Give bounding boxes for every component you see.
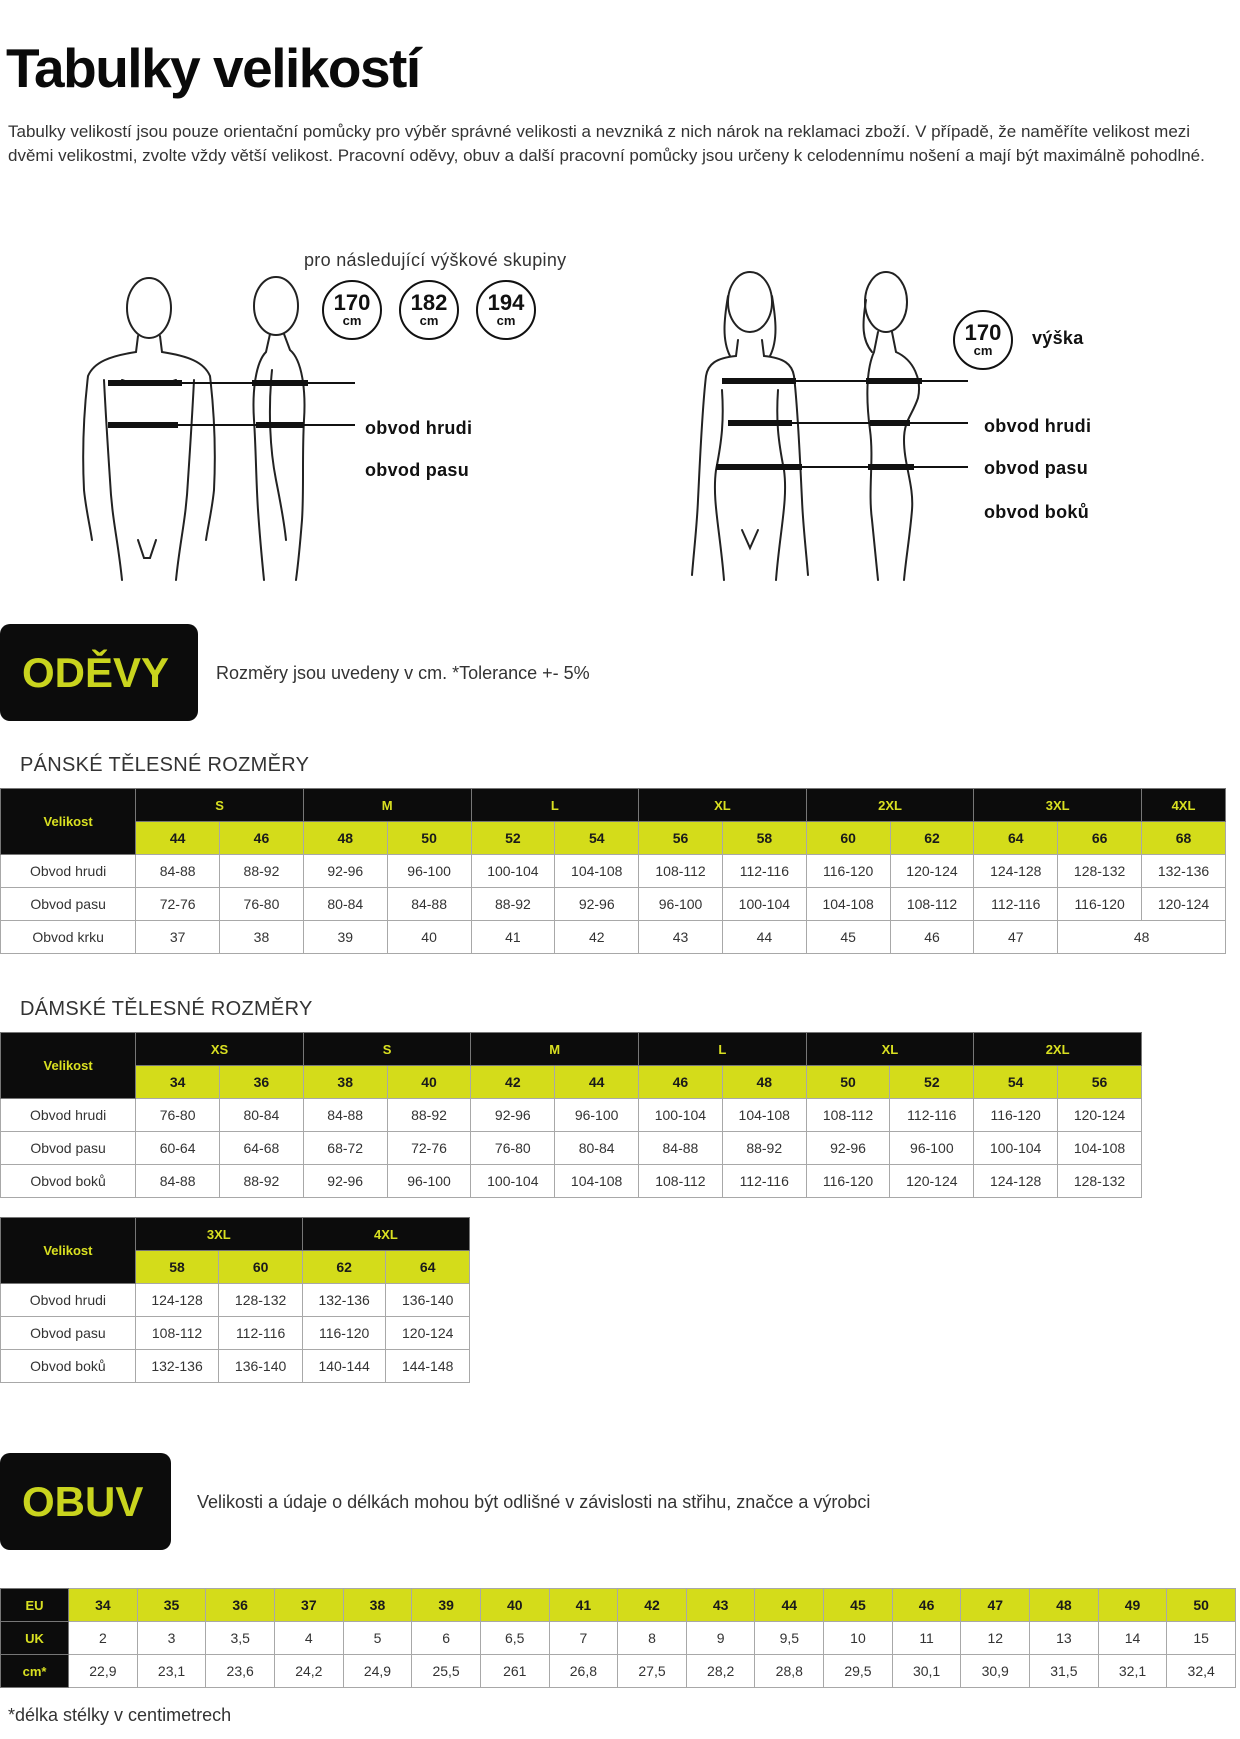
- size-number: 60: [219, 1251, 303, 1284]
- shoe-cell: 6: [412, 1622, 481, 1655]
- table-cell: 132-136: [1142, 855, 1226, 888]
- row-label: Obvod pasu: [1, 1132, 136, 1165]
- table-cell: 88-92: [722, 1132, 806, 1165]
- women-height-label: výška: [1032, 328, 1084, 348]
- size-number: 44: [555, 1066, 639, 1099]
- table-cell: 116-120: [974, 1099, 1058, 1132]
- table-row: [1, 1099, 1142, 1132]
- men-label-waist: obvod pasu: [365, 460, 470, 480]
- table-cell: 46: [890, 921, 974, 954]
- shoe-cell: 261: [480, 1655, 549, 1688]
- man-side-outline: [254, 277, 305, 580]
- table-cell: 120-124: [890, 855, 974, 888]
- shoe-cell: 24,9: [343, 1655, 412, 1688]
- table-cell: 45: [806, 921, 890, 954]
- table-cell: 100-104: [471, 1165, 555, 1198]
- shoes-note: Velikosti a údaje o délkách mohou být odlišné v závislosti na střihu, značce a výrobci: [197, 1492, 871, 1512]
- size-number: 46: [220, 822, 304, 855]
- shoe-cell: 49: [1098, 1589, 1167, 1622]
- shoe-cell: 48: [1030, 1589, 1099, 1622]
- table-row: [1, 1165, 1142, 1198]
- shoe-cell: 28,2: [686, 1655, 755, 1688]
- shoe-cell: 24,2: [275, 1655, 344, 1688]
- table-cell: 108-112: [806, 1099, 890, 1132]
- size-group-l: L: [471, 789, 639, 822]
- shoe-cell: 47: [961, 1589, 1030, 1622]
- size-group-4xl: 4XL: [302, 1218, 469, 1251]
- row-label: Obvod hrudi: [1, 855, 136, 888]
- table-cell: 108-112: [890, 888, 974, 921]
- shoe-cell: 5: [343, 1622, 412, 1655]
- shoe-row-label: cm*: [1, 1655, 69, 1688]
- table-cell: 132-136: [135, 1350, 219, 1383]
- table-cell: 42: [555, 921, 639, 954]
- table-cell: 64-68: [220, 1132, 304, 1165]
- table-cell: 96-100: [890, 1132, 974, 1165]
- table-cell: 128-132: [1058, 855, 1142, 888]
- shoe-cell: 30,9: [961, 1655, 1030, 1688]
- size-number: 44: [136, 822, 220, 855]
- size-label: Velikost: [1, 1033, 136, 1099]
- table-cell: 108-112: [639, 855, 723, 888]
- women-label-chest: obvod hrudi: [984, 416, 1092, 436]
- size-number: 54: [555, 822, 639, 855]
- size-number: 58: [722, 822, 806, 855]
- shoe-cell: 39: [412, 1589, 481, 1622]
- table-cell: 72-76: [136, 888, 220, 921]
- shoe-cell: 46: [892, 1589, 961, 1622]
- table-cell: 96-100: [555, 1099, 639, 1132]
- shoe-cell: 8: [618, 1622, 687, 1655]
- shoe-cell: 43: [686, 1589, 755, 1622]
- table-cell: 112-116: [722, 1165, 806, 1198]
- woman-front-waist-band: [728, 420, 792, 426]
- shoe-cell: 32,4: [1167, 1655, 1236, 1688]
- table-cell: 124-128: [974, 1165, 1058, 1198]
- size-number: 56: [639, 822, 723, 855]
- height-groups-label: pro následující výškové skupiny: [304, 250, 567, 270]
- women-label-hips: obvod boků: [984, 502, 1089, 522]
- size-group-s: S: [303, 1033, 471, 1066]
- table-cell: 84-88: [136, 1165, 220, 1198]
- size-number: 50: [387, 822, 471, 855]
- table-cell: 92-96: [471, 1099, 555, 1132]
- shoe-cell: 32,1: [1098, 1655, 1167, 1688]
- shoe-cell: 37: [275, 1589, 344, 1622]
- size-group-3xl: 3XL: [974, 789, 1142, 822]
- shoe-cell: 6,5: [480, 1622, 549, 1655]
- table-cell: 136-140: [219, 1350, 303, 1383]
- table-cell: 96-100: [387, 1165, 471, 1198]
- table-row: [1, 888, 1226, 921]
- shoes-badge: OBUV: [0, 1453, 171, 1550]
- women-size-table-extra: [0, 1217, 470, 1383]
- size-label: Velikost: [1, 789, 136, 855]
- row-label: Obvod hrudi: [1, 1284, 136, 1317]
- table-cell: 76-80: [220, 888, 304, 921]
- shoe-cell: 27,5: [618, 1655, 687, 1688]
- size-label: Velikost: [1, 1218, 136, 1284]
- table-cell: 120-124: [1058, 1099, 1142, 1132]
- table-cell: 84-88: [303, 1099, 387, 1132]
- table-cell: 104-108: [722, 1099, 806, 1132]
- row-label: Obvod pasu: [1, 1317, 136, 1350]
- shoe-cell: 42: [618, 1589, 687, 1622]
- size-number: 62: [302, 1251, 386, 1284]
- size-group-l: L: [639, 1033, 807, 1066]
- shoe-row-uk: [1, 1622, 1236, 1655]
- shoe-row-label: UK: [1, 1622, 69, 1655]
- table-cell: 124-128: [974, 855, 1058, 888]
- shoe-cell: 28,8: [755, 1655, 824, 1688]
- table-cell: 88-92: [220, 1165, 304, 1198]
- shoe-cell: 7: [549, 1622, 618, 1655]
- shoe-cell: 31,5: [1030, 1655, 1099, 1688]
- table-cell: 88-92: [387, 1099, 471, 1132]
- shoe-cell: 30,1: [892, 1655, 961, 1688]
- size-group-xl: XL: [806, 1033, 974, 1066]
- table-row: [1, 1350, 470, 1383]
- table-cell: 104-108: [806, 888, 890, 921]
- table-cell: 116-120: [1058, 888, 1142, 921]
- table-cell: 144-148: [386, 1350, 470, 1383]
- body-silhouettes: [0, 240, 1240, 590]
- table-row: [1, 855, 1226, 888]
- shoe-cell: 13: [1030, 1622, 1099, 1655]
- women-label-waist: obvod pasu: [984, 458, 1089, 478]
- size-number: 58: [135, 1251, 219, 1284]
- table-cell: 124-128: [135, 1284, 219, 1317]
- size-group-3xl: 3XL: [135, 1218, 302, 1251]
- table-cell: 92-96: [303, 855, 387, 888]
- table-cell: 128-132: [1058, 1165, 1142, 1198]
- table-cell: 48: [1058, 921, 1226, 954]
- women-size-table: [0, 1032, 1142, 1198]
- table-cell: 84-88: [639, 1132, 723, 1165]
- size-group-s: S: [136, 789, 304, 822]
- woman-front-chest-band: [722, 378, 796, 384]
- table-cell: 112-116: [890, 1099, 974, 1132]
- table-cell: 84-88: [136, 855, 220, 888]
- table-cell: 37: [136, 921, 220, 954]
- table-cell: 92-96: [806, 1132, 890, 1165]
- row-label: Obvod hrudi: [1, 1099, 136, 1132]
- size-number: 52: [471, 822, 555, 855]
- table-cell: 39: [303, 921, 387, 954]
- shoe-cell: 4: [275, 1622, 344, 1655]
- table-row: [1, 1132, 1142, 1165]
- size-number: 38: [303, 1066, 387, 1099]
- shoe-size-table: [0, 1588, 1236, 1688]
- size-group-xl: XL: [639, 789, 807, 822]
- table-cell: 80-84: [303, 888, 387, 921]
- table-cell: 100-104: [974, 1132, 1058, 1165]
- shoe-cell: 34: [69, 1589, 138, 1622]
- shoe-cell: 25,5: [412, 1655, 481, 1688]
- shoe-cell: 3,5: [206, 1622, 275, 1655]
- row-label: Obvod krku: [1, 921, 136, 954]
- size-number: 68: [1142, 822, 1226, 855]
- table-cell: 112-116: [974, 888, 1058, 921]
- clothing-badge: ODĚVY: [0, 624, 198, 721]
- table-cell: 132-136: [302, 1284, 386, 1317]
- size-group-m: M: [303, 789, 471, 822]
- table-cell: 40: [387, 921, 471, 954]
- shoe-cell: 40: [480, 1589, 549, 1622]
- size-number: 40: [387, 1066, 471, 1099]
- table-cell: 44: [722, 921, 806, 954]
- height-circle-170: 170 cm: [322, 280, 382, 340]
- woman-front-hips-band: [716, 464, 802, 470]
- shoe-row-eu: [1, 1589, 1236, 1622]
- table-cell: 96-100: [387, 855, 471, 888]
- table-cell: 128-132: [219, 1284, 303, 1317]
- page-title: Tabulky velikostí: [6, 37, 420, 99]
- table-cell: 120-124: [890, 1165, 974, 1198]
- size-group-xs: XS: [136, 1033, 304, 1066]
- size-number: 52: [890, 1066, 974, 1099]
- women-height-circle: 170 cm: [953, 310, 1013, 370]
- shoe-row-label: EU: [1, 1589, 69, 1622]
- shoe-row-cm: [1, 1655, 1236, 1688]
- size-number: 56: [1058, 1066, 1142, 1099]
- height-circle-194: 194 cm: [476, 280, 536, 340]
- table-cell: 140-144: [302, 1350, 386, 1383]
- table-cell: 68-72: [303, 1132, 387, 1165]
- table-cell: 100-104: [471, 855, 555, 888]
- size-number: 62: [890, 822, 974, 855]
- table-cell: 116-120: [806, 1165, 890, 1198]
- table-cell: 108-112: [639, 1165, 723, 1198]
- size-number: 46: [639, 1066, 723, 1099]
- table-cell: 92-96: [555, 888, 639, 921]
- row-label: Obvod boků: [1, 1165, 136, 1198]
- height-circle-182: 182 cm: [399, 280, 459, 340]
- size-group-m: M: [471, 1033, 639, 1066]
- shoe-cell: 2: [69, 1622, 138, 1655]
- men-size-table: [0, 788, 1226, 954]
- table-cell: 116-120: [806, 855, 890, 888]
- shoe-cell: 44: [755, 1589, 824, 1622]
- table-cell: 80-84: [555, 1132, 639, 1165]
- table-cell: 100-104: [639, 1099, 723, 1132]
- shoe-cell: 36: [206, 1589, 275, 1622]
- size-number: 64: [386, 1251, 470, 1284]
- table-row: [1, 921, 1226, 954]
- table-cell: 104-108: [555, 1165, 639, 1198]
- table-cell: 108-112: [135, 1317, 219, 1350]
- table-cell: 88-92: [471, 888, 555, 921]
- table-cell: 47: [974, 921, 1058, 954]
- table-cell: 116-120: [302, 1317, 386, 1350]
- shoe-cell: 14: [1098, 1622, 1167, 1655]
- row-label: Obvod pasu: [1, 888, 136, 921]
- table-cell: 104-108: [1058, 1132, 1142, 1165]
- table-cell: 120-124: [1142, 888, 1226, 921]
- size-number: 48: [303, 822, 387, 855]
- shoe-cell: 9,5: [755, 1622, 824, 1655]
- women-table-title: DÁMSKÉ TĚLESNÉ ROZMĚRY: [20, 998, 313, 1020]
- shoe-cell: 23,6: [206, 1655, 275, 1688]
- shoe-cell: 35: [137, 1589, 206, 1622]
- shoe-cell: 41: [549, 1589, 618, 1622]
- shoe-cell: 3: [137, 1622, 206, 1655]
- shoe-cell: 12: [961, 1622, 1030, 1655]
- men-table-title: PÁNSKÉ TĚLESNÉ ROZMĚRY: [20, 754, 310, 776]
- size-number: 36: [220, 1066, 304, 1099]
- shoe-cell: 38: [343, 1589, 412, 1622]
- man-front-chest-band: [108, 380, 182, 386]
- measurement-figure: [0, 240, 1240, 590]
- intro-text: Tabulky velikostí jsou pouze orientační pomůcky pro výběr správné velikosti a nevzniká z nich nárok na reklamaci zboží. V případě, že naměříte velikost mezi dvěmi velikostmi, zvolte vždy větší velikost. Pracovní oděvy, obuv a další pracovní pomůcky jsou určeny k celodennímu nošení a mají být maximálně pohodlné.: [8, 122, 1205, 165]
- table-cell: 38: [220, 921, 304, 954]
- table-cell: 43: [639, 921, 723, 954]
- table-cell: 96-100: [639, 888, 723, 921]
- shoe-cell: 10: [824, 1622, 893, 1655]
- size-number: 64: [974, 822, 1058, 855]
- size-group-2xl: 2XL: [806, 789, 974, 822]
- table-cell: 120-124: [386, 1317, 470, 1350]
- table-cell: 84-88: [387, 888, 471, 921]
- table-cell: 60-64: [136, 1132, 220, 1165]
- table-cell: 112-116: [219, 1317, 303, 1350]
- shoe-cell: 11: [892, 1622, 961, 1655]
- table-cell: 136-140: [386, 1284, 470, 1317]
- shoe-cell: 15: [1167, 1622, 1236, 1655]
- size-number: 42: [471, 1066, 555, 1099]
- size-group-4xl: 4XL: [1142, 789, 1226, 822]
- table-cell: 92-96: [303, 1165, 387, 1198]
- size-number: 54: [974, 1066, 1058, 1099]
- size-number: 48: [722, 1066, 806, 1099]
- table-row: [1, 1284, 470, 1317]
- table-cell: 41: [471, 921, 555, 954]
- table-cell: 104-108: [555, 855, 639, 888]
- size-number: 50: [806, 1066, 890, 1099]
- table-cell: 72-76: [387, 1132, 471, 1165]
- shoe-cell: 50: [1167, 1589, 1236, 1622]
- shoe-cell: 45: [824, 1589, 893, 1622]
- table-cell: 100-104: [722, 888, 806, 921]
- table-cell: 76-80: [136, 1099, 220, 1132]
- size-number: 66: [1058, 822, 1142, 855]
- men-label-chest: obvod hrudi: [365, 418, 473, 438]
- clothing-note: Rozměry jsou uvedeny v cm. *Tolerance +- 5%: [216, 663, 590, 683]
- man-front-waist-band: [108, 422, 178, 428]
- shoe-cell: 29,5: [824, 1655, 893, 1688]
- size-number: 60: [806, 822, 890, 855]
- shoe-footnote: *délka stélky v centimetrech: [8, 1705, 232, 1725]
- shoe-cell: 23,1: [137, 1655, 206, 1688]
- table-cell: 112-116: [722, 855, 806, 888]
- shoe-cell: 26,8: [549, 1655, 618, 1688]
- row-label: Obvod boků: [1, 1350, 136, 1383]
- size-number: 34: [136, 1066, 220, 1099]
- shoe-cell: 22,9: [69, 1655, 138, 1688]
- shoe-cell: 9: [686, 1622, 755, 1655]
- table-cell: 80-84: [220, 1099, 304, 1132]
- table-row: [1, 1317, 470, 1350]
- size-group-2xl: 2XL: [974, 1033, 1142, 1066]
- man-front-outline: [83, 278, 215, 580]
- table-cell: 76-80: [471, 1132, 555, 1165]
- table-cell: 88-92: [220, 855, 304, 888]
